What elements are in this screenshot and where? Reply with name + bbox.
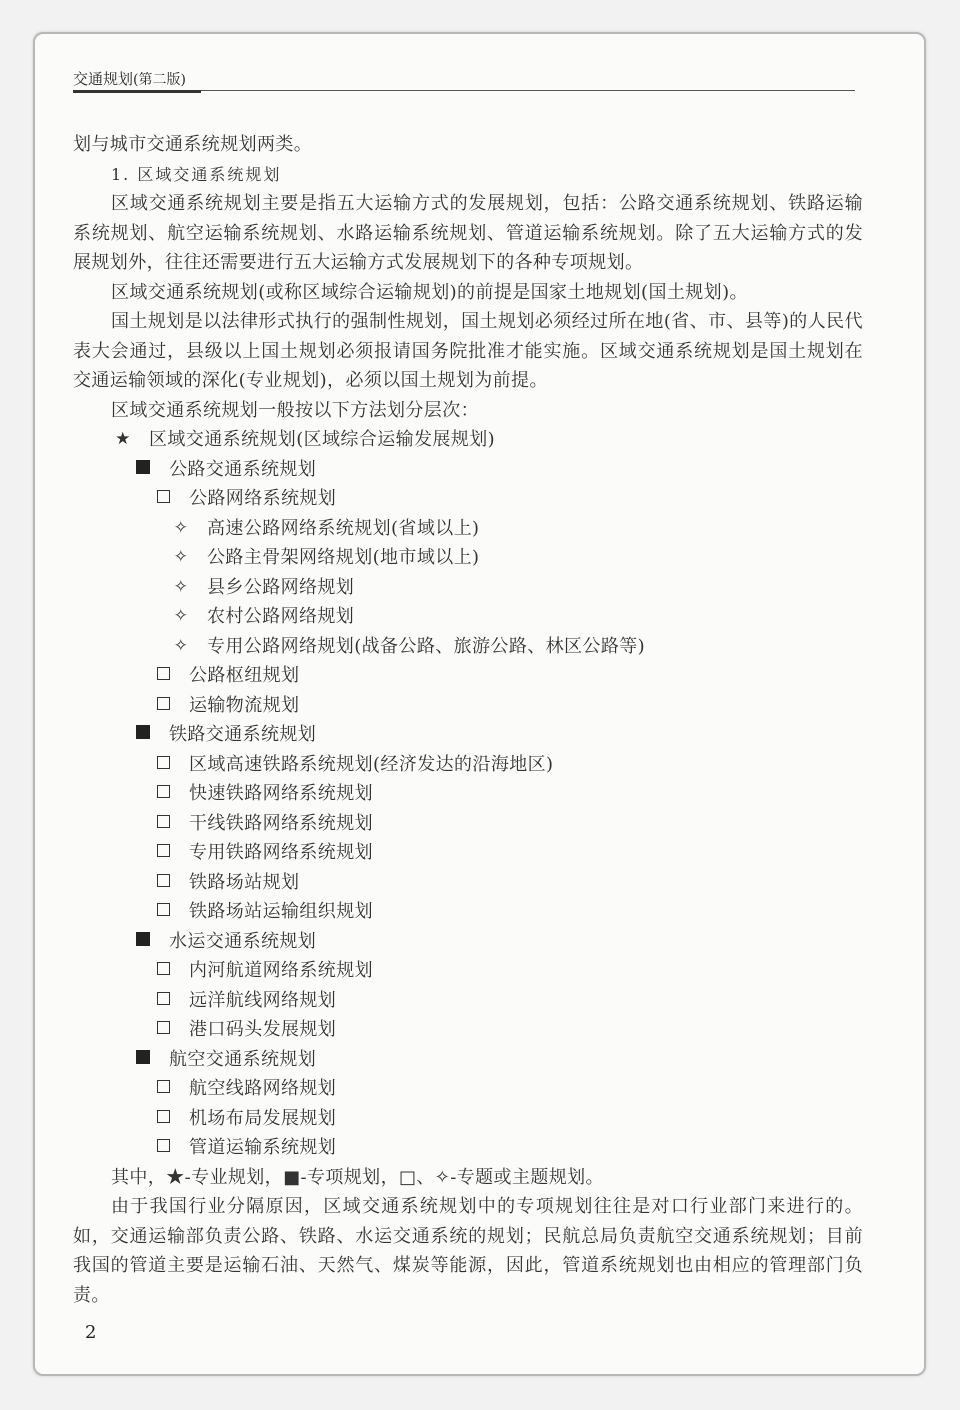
filled-square-icon <box>131 720 155 750</box>
list-item <box>73 1045 863 1075</box>
paragraph: 由于我国行业分隔原因，区域交通系统规划中的专项规划往往是对口行业部门来进行的。如，交通运输部负责公路、铁路、水运交通系统的规划；民航总局负责航空交通系统规划；目前我国的管道主要是运输石油、天然气、煤炭等能源，因此，管道系统规划也由相应的管理部门负责。 <box>73 1196 863 1306</box>
list-item-text: 港口码头发展规划 <box>189 1019 337 1040</box>
star-icon: ★ <box>115 429 131 449</box>
list-item <box>73 1015 863 1045</box>
paragraph: 区域交通系统规划一般按以下方法划分层次： <box>111 399 479 421</box>
empty-square-icon <box>151 986 175 1016</box>
list-item <box>73 425 863 455</box>
diamond-star-icon: ✧ <box>173 576 189 597</box>
page-number: 2 <box>85 1322 97 1343</box>
list-item <box>73 1104 863 1134</box>
empty-square-icon <box>151 1133 175 1163</box>
list-item-text: 干线铁路网络系统规划 <box>189 812 373 834</box>
empty-square-icon <box>151 484 175 514</box>
list-item <box>73 868 863 898</box>
section-heading: 1. 区域交通系统规划 <box>111 164 282 184</box>
book-title: 交通规划 <box>73 70 134 88</box>
paragraph: 划与城市交通系统规划两类。 <box>73 134 313 155</box>
book-page <box>33 32 926 1376</box>
list-item-text: 专用公路网络规划(战备公路、旅游公路、林区公路等) <box>207 635 646 657</box>
list-item <box>73 573 863 603</box>
edition: (第二版) <box>133 72 186 88</box>
diamond-star-icon: ✧ <box>173 547 189 567</box>
empty-square-icon <box>151 661 175 691</box>
paragraph: 国土规划是以法律形式执行的强制性规划，国土规划必须经过所在地(省、市、县等)的人民代表大会通过，县级以上国土规划必须报请国务院批准才能实施。区域交通系统规划是国土规划在交通运输领域的深化(专业规划)，必须以国土规划为前提。 <box>73 311 863 391</box>
empty-square-icon <box>151 897 175 927</box>
diamond-star-icon: ✧ <box>173 606 189 626</box>
empty-square-icon <box>151 956 175 986</box>
list-item-text: 高速公路网络系统规划(省域以上) <box>207 517 480 539</box>
list-item-text: 运输物流规划 <box>189 694 300 716</box>
list-item-text: 公路网络系统规划 <box>189 488 337 509</box>
list-item-text: 机场布局发展规划 <box>189 1107 337 1129</box>
list-item-text: 公路交通系统规划 <box>169 458 317 480</box>
list-item <box>73 632 863 662</box>
diamond-star-icon: ✧ <box>173 635 189 656</box>
empty-square-icon <box>151 750 175 780</box>
list-item <box>73 986 863 1016</box>
diamond-star-icon: ✧ <box>173 517 189 538</box>
list-item <box>73 1133 863 1163</box>
list-item-text: 县乡公路网络规划 <box>207 576 355 598</box>
list-item <box>73 956 863 986</box>
list-item-text: 铁路场站规划 <box>189 871 300 893</box>
list-item <box>73 779 863 809</box>
list-item <box>73 838 863 868</box>
filled-square-icon <box>131 1045 155 1075</box>
list-item <box>73 661 863 691</box>
list-item <box>73 484 863 514</box>
list-item <box>73 455 863 485</box>
list-item-text: 航空交通系统规划 <box>169 1048 317 1070</box>
list-item-text: 铁路场站运输组织规划 <box>189 901 373 922</box>
list-item <box>73 514 863 544</box>
empty-square-icon <box>151 1015 175 1045</box>
list-item-text: 公路主骨架网络规划(地市域以上) <box>207 547 480 568</box>
filled-square-icon <box>131 927 155 957</box>
list-item-text: 区域高速铁路系统规划(经济发达的沿海地区) <box>189 753 554 775</box>
empty-square-icon <box>151 809 175 839</box>
list-item-text: 水运交通系统规划 <box>169 930 317 952</box>
empty-square-icon <box>151 868 175 898</box>
list-item-text: 远洋航线网络规划 <box>189 989 337 1011</box>
list-item <box>73 927 863 957</box>
list-item <box>73 691 863 721</box>
header-rule-accent <box>73 90 201 93</box>
list-item <box>73 543 863 573</box>
legend-paragraph: 其中，★-专业规划，■-专项规划，□、✧-专题或主题规划。 <box>111 1166 604 1188</box>
list-item-text: 农村公路网络规划 <box>207 606 355 627</box>
list-item-text: 管道运输系统规划 <box>189 1137 337 1158</box>
list-item <box>73 750 863 780</box>
list-item <box>73 720 863 750</box>
running-header <box>73 68 186 89</box>
body-text <box>73 130 863 1310</box>
empty-square-icon <box>151 779 175 809</box>
list-item <box>73 1074 863 1104</box>
paragraph: 区域交通系统规划主要是指五大运输方式的发展规划，包括：公路交通系统规划、铁路运输系统规划、航空运输系统规划、水路运输系统规划、管道运输系统规划。除了五大运输方式的发展规划外，往往还需要进行五大运输方式发展规划下的各种专项规划。 <box>73 193 863 273</box>
list-item <box>73 809 863 839</box>
empty-square-icon <box>151 1104 175 1134</box>
empty-square-icon <box>151 691 175 721</box>
list-item-text: 铁路交通系统规划 <box>169 724 317 745</box>
list-item <box>73 897 863 927</box>
empty-square-icon <box>151 1074 175 1104</box>
hierarchy-list <box>73 425 863 1163</box>
paragraph: 区域交通系统规划(或称区域综合运输规划)的前提是国家土地规划(国土规划)。 <box>111 281 748 303</box>
empty-square-icon <box>151 838 175 868</box>
list-item-text: 航空线路网络规划 <box>189 1078 337 1099</box>
list-item-text: 公路枢纽规划 <box>189 665 300 686</box>
list-item-text: 区域交通系统规划(区域综合运输发展规划) <box>149 429 496 450</box>
list-item-text: 专用铁路网络系统规划 <box>189 842 373 863</box>
filled-square-icon <box>131 455 155 485</box>
list-item-text: 快速铁路网络系统规划 <box>189 783 373 804</box>
list-item <box>73 602 863 632</box>
list-item-text: 内河航道网络系统规划 <box>189 960 373 981</box>
